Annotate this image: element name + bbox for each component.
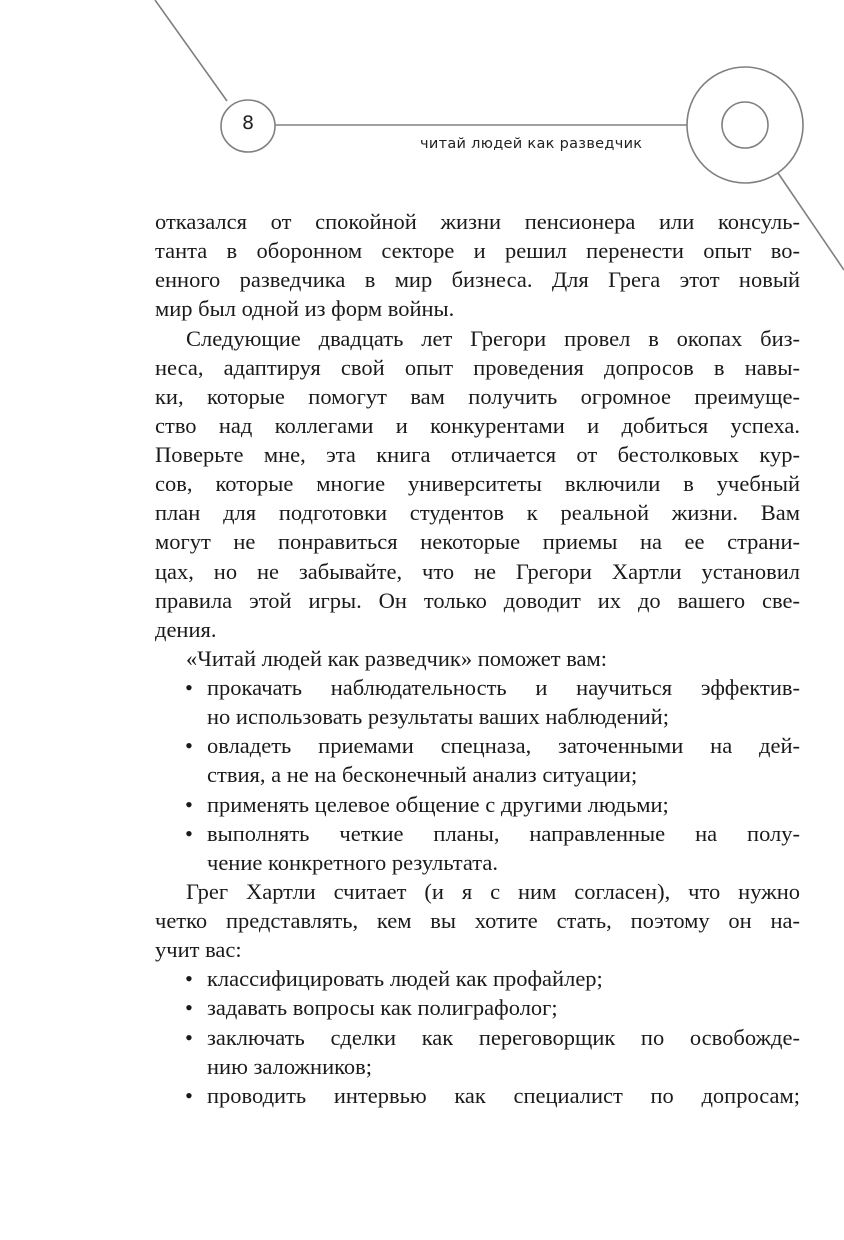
text-line: дения. [155, 616, 217, 642]
bullet-continuation: нию заложников; [207, 1053, 373, 1079]
bullet-continuation: чение конкретного результата. [207, 849, 498, 875]
text-line: отказался от спокойной жизни пенсионера или консуль- [155, 209, 800, 234]
bullet-icon: • [185, 995, 193, 1021]
text-line: учит вас: [155, 937, 242, 963]
bullet-item [155, 1023, 800, 1052]
bullet-item [155, 790, 800, 819]
text-line: Поверьте мне, эта книга отличается от бестолковых кур- [155, 442, 800, 467]
bullet-text: применять целевое общение с другими людьми; [207, 791, 669, 817]
text-line: могут не понравиться некоторые приемы на ее страни- [155, 529, 800, 555]
page-number: 8 [241, 112, 255, 134]
bullet-item [155, 993, 800, 1022]
text-line: ство над коллегами и конкурентами и добиться успеха. [155, 412, 800, 438]
text-line: енного разведчика в мир бизнеса. Для Грега этот новый [155, 267, 800, 293]
bullet-text: задавать вопросы как полиграфолог; [207, 995, 558, 1021]
text-line: цах, но не забывайте, что не Грегори Хартли установил [155, 558, 800, 584]
text-line: правила этой игры. Он только доводит их до вашего све- [155, 587, 800, 613]
text-line: сов, которые многие университеты включили в учебный [155, 471, 800, 497]
bullet-icon: • [185, 1082, 193, 1108]
text-line: «Читай людей как разведчик» поможет вам: [186, 645, 608, 671]
bullet-icon: • [185, 820, 193, 846]
bullet-text: овладеть приемами спецназа, заточенными на дей- [207, 733, 800, 759]
bullet-text: проводить интервью как специалист по допросам; [207, 1082, 800, 1108]
text-line: мир был одной из форм войны. [155, 296, 455, 322]
bullet-text: выполнять четкие планы, направленные на полу- [207, 820, 800, 846]
bullet-item [155, 673, 800, 702]
bullet-item [155, 1081, 800, 1110]
bullet-icon: • [185, 733, 193, 759]
bullet-icon: • [185, 791, 193, 817]
bullet-icon: • [185, 675, 193, 700]
text-line: танта в оборонном секторе и решил перенести опыт во- [155, 238, 800, 264]
text-line: Грег Хартли считает (и я с ним согласен), что нужно [186, 878, 800, 904]
inner-circle [722, 102, 768, 148]
bullet-text: классифицировать людей как профайлер; [207, 966, 603, 992]
outer-circle [687, 67, 803, 183]
bullet-continuation: но использовать результаты ваших наблюдений; [207, 704, 669, 730]
text-line: Следующие двадцать лет Грегори провел в окопах биз- [186, 325, 800, 351]
text-line: неса, адаптируя свой опыт проведения допросов в навы- [155, 354, 800, 380]
text-line: ки, которые помогут вам получить огромное преимуще- [155, 383, 800, 409]
bullet-icon: • [185, 966, 193, 992]
diagonal-line-top [155, 0, 227, 101]
bullet-item [155, 964, 800, 993]
text-line: план для подготовки студентов к реальной жизни. Вам [155, 500, 800, 526]
body-text [155, 207, 800, 1110]
bullet-icon: • [185, 1024, 193, 1050]
bullet-item [155, 819, 800, 848]
bullet-continuation: ствия, а не на бесконечный анализ ситуации; [207, 762, 638, 788]
bullet-item [155, 731, 800, 760]
running-title: читай людей как разведчик [420, 136, 643, 152]
text-line: четко представлять, кем вы хотите стать, поэтому он на- [155, 908, 800, 933]
bullet-text: заключать сделки как переговорщик по освобожде- [207, 1024, 800, 1050]
bullet-text: прокачать наблюдательность и научиться эффектив- [207, 675, 800, 700]
